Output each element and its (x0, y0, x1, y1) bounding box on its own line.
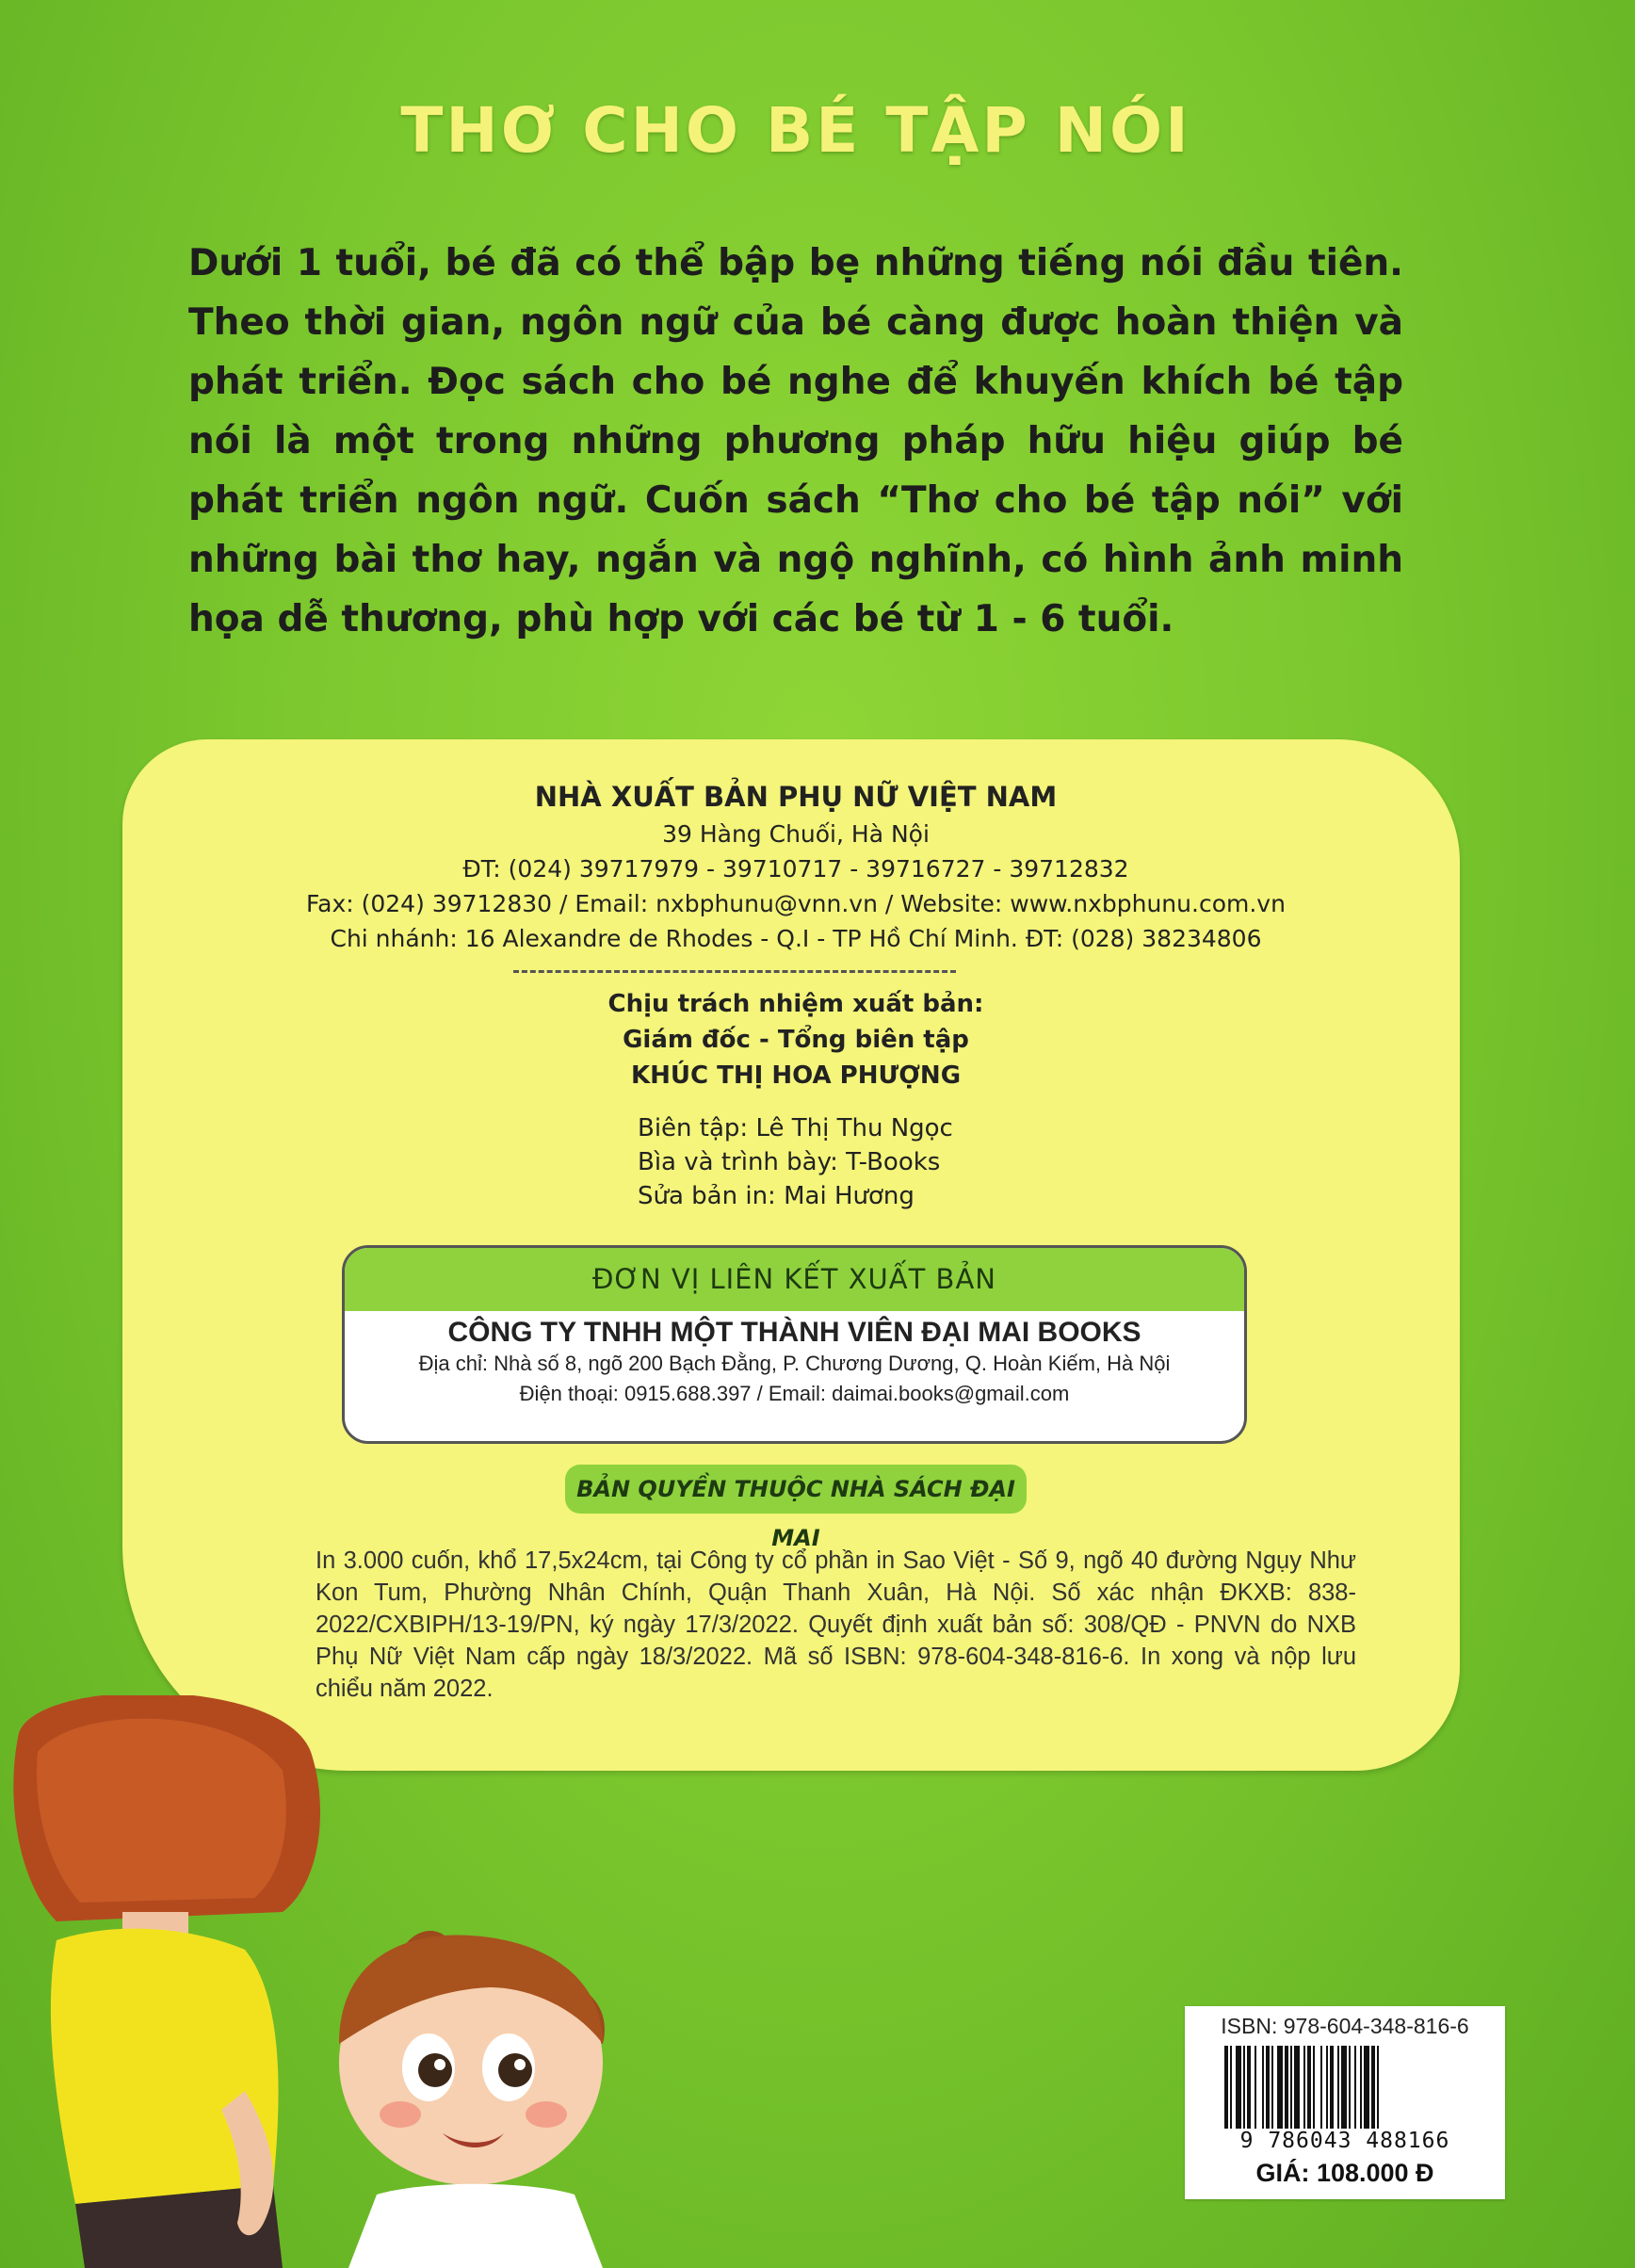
publisher-address: 39 Hàng Chuối, Hà Nội (662, 820, 930, 848)
responsibility-block (122, 986, 1469, 1094)
responsibility-role: Giám đốc - Tổng biên tập (623, 1026, 969, 1054)
isbn-text: ISBN: 978-604-348-816-6 (1221, 2014, 1469, 2038)
publisher-block (122, 777, 1469, 956)
staff-editor: Biên tập: Lê Thị Thu Ngọc (638, 1114, 953, 1142)
mother-child-illustration (0, 1695, 659, 2268)
barcode-box (1185, 2006, 1505, 2199)
publisher-info-card (122, 739, 1460, 1771)
partner-box (342, 1245, 1247, 1444)
barcode-icon (1222, 2046, 1467, 2129)
copyright-badge: BẢN QUYỀN THUỘC NHÀ SÁCH ĐẠI MAI (565, 1465, 1027, 1514)
partner-address: Địa chỉ: Nhà số 8, ngõ 200 Bạch Đằng, P. Chương Dương, Q. Hoàn Kiếm, Hà Nội (418, 1352, 1171, 1375)
barcode-digits: 9 786043 488166 (1239, 2129, 1450, 2153)
partner-contact: Điện thoại: 0915.688.397 / Email: daimai.books@gmail.com (519, 1382, 1070, 1405)
publisher-branch: Chi nhánh: 16 Alexandre de Rhodes - Q.I - TP Hồ Chí Minh. ĐT: (028) 38234806 (330, 925, 1262, 952)
print-info: In 3.000 cuốn, khổ 17,5x24cm, tại Công ty cổ phần in Sao Việt - Số 9, ngõ 40 đường Ngụy Như Kon Tum, Phường Nhân Chính, Quận Thanh Xuân, Hà Nội. Số xác nhận ĐKXB: 838-2022/CXBIPH/13-19/PN, ký ngày 17/3/2022. Quyết định xuất bản số: 308/QĐ - PNVN do NXB Phụ Nữ Việt Nam cấp ngày 18/3/2022. Mã số ISBN: 978-604-348-816-6. In xong và nộp lưu chiểu năm 2022. (316, 1547, 1356, 1702)
publisher-phone: ĐT: (024) 39717979 - 39710717 - 39716727 - 39712832 (462, 855, 1129, 883)
girl-figure (339, 1931, 605, 2268)
book-title: THƠ CHO BÉ TẬP NÓI (400, 94, 1191, 167)
staff-proofreader: Sửa bản in: Mai Hương (638, 1182, 915, 1210)
staff-cover-design: Bìa và trình bày: T-Books (638, 1148, 941, 1176)
publisher-name: NHÀ XUẤT BẢN PHỤ NỮ VIỆT NAM (534, 781, 1058, 813)
price-label: GIÁ: 108.000 Đ (1255, 2159, 1434, 2187)
intro-paragraph: Dưới 1 tuổi, bé đã có thể bập bẹ những tiếng nói đầu tiên. Theo thời gian, ngôn ngữ của bé càng được hoàn thiện và phát triển. Đọc sách cho bé nghe để khuyến khích bé tập nói là một trong những phương pháp hữu hiệu giúp bé phát triển ngôn ngữ. Cuốn sách “Thơ cho bé tập nói” với những bài thơ hay, ngắn và ngộ nghĩnh, có hình ảnh minh họa dễ thương, phù hợp với các bé từ 1 - 6 tuổi. (188, 242, 1403, 640)
publisher-fax-web: Fax: (024) 39712830 / Email: nxbphunu@vnn.vn / Website: www.nxbphunu.com.vn (306, 890, 1286, 917)
mother-figure (13, 1695, 320, 2268)
partner-company: CÔNG TY TNHH MỘT THÀNH VIÊN ĐẠI MAI BOOKS (447, 1317, 1141, 1348)
responsibility-name: KHÚC THỊ HOA PHƯỢNG (630, 1061, 962, 1090)
dashed-divider (513, 970, 956, 973)
staff-list (638, 1111, 953, 1213)
partner-header: ĐƠN VỊ LIÊN KẾT XUẤT BẢN (345, 1248, 1244, 1311)
responsibility-heading: Chịu trách nhiệm xuất bản: (607, 990, 984, 1018)
